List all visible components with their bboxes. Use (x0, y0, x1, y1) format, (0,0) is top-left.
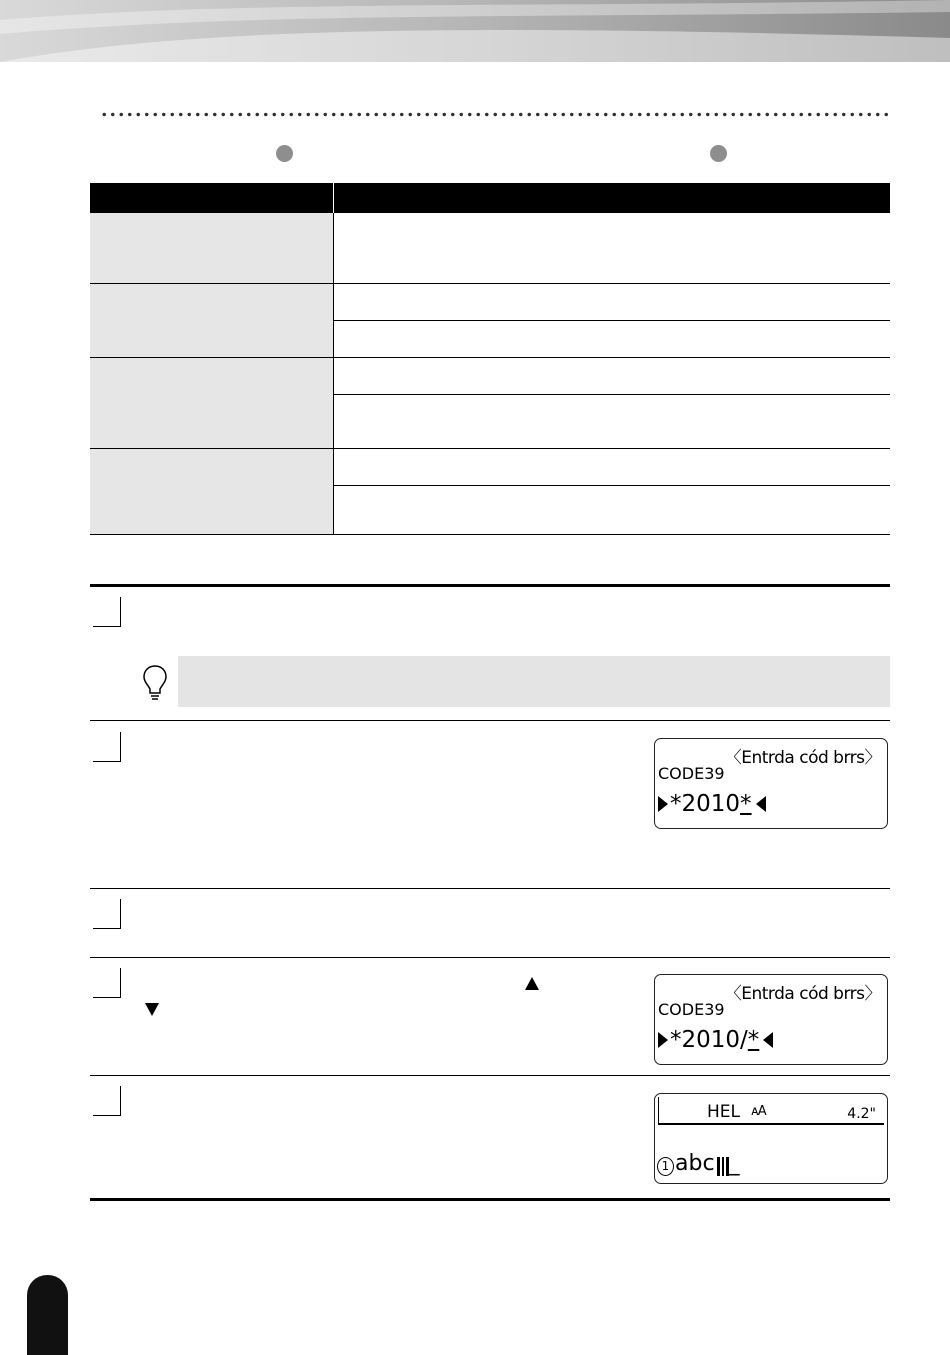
step-marker (93, 597, 121, 627)
lcd-screen-barcode-entry (654, 974, 888, 1065)
lcd-cursor: * (747, 1027, 760, 1053)
section-rule (90, 584, 890, 587)
table-cell-value (334, 358, 891, 395)
page-tab (27, 1275, 68, 1355)
lcd-header: 〈Entrda cód brrs〉 (724, 984, 881, 1004)
step-marker (93, 1086, 121, 1116)
step-divider (90, 888, 890, 889)
lcd-barcode-type: CODE39 (658, 764, 725, 783)
table-cell-value (334, 321, 891, 358)
step-divider (90, 1075, 890, 1076)
lcd-cursor: * (740, 791, 752, 817)
table-row (90, 213, 890, 284)
lcd-text-line (657, 1151, 740, 1176)
table-row (90, 449, 890, 486)
gray-dot-marker (276, 145, 293, 162)
lcd-screen-text-edit (654, 1093, 888, 1184)
table-row (90, 358, 890, 395)
barcode-symbol-icon (717, 1157, 729, 1176)
table-cell-value (334, 486, 891, 535)
table-cell-attribute (90, 213, 334, 284)
triangle-left-icon (756, 796, 766, 812)
header-banner (0, 0, 950, 62)
step-divider (90, 720, 890, 721)
lcd-status-bar (658, 1097, 884, 1125)
table-cell-value (334, 395, 891, 449)
table-cell-attribute (90, 284, 334, 358)
table-cell-value (334, 449, 891, 486)
section-rule (90, 1198, 890, 1201)
table-cell-attribute (90, 449, 334, 535)
dotted-rule (100, 112, 890, 117)
lcd-cursor: _ (728, 1151, 740, 1176)
arrow-down-icon (145, 1003, 159, 1016)
lcd-barcode-type: CODE39 (658, 1000, 725, 1019)
lcd-input-value: *2010 (670, 791, 741, 817)
triangle-right-icon (658, 1032, 668, 1048)
table-header-cell (90, 183, 334, 213)
triangle-left-icon (763, 1032, 773, 1048)
triangle-right-icon (658, 796, 668, 812)
lcd-label-length: 4.2" (847, 1106, 876, 1122)
arrow-up-icon (525, 977, 539, 990)
table-header-row (90, 183, 890, 213)
lcd-screen-barcode-entry (654, 738, 888, 829)
lcd-input-line (658, 791, 766, 817)
lcd-text-value: abc (675, 1151, 715, 1176)
lcd-input-line (658, 1027, 773, 1053)
step-marker (93, 732, 121, 762)
step-marker (93, 899, 121, 929)
settings-table (90, 183, 890, 535)
note-box (178, 656, 890, 707)
gray-dot-marker (710, 145, 727, 162)
table-header-cell (334, 183, 891, 213)
lcd-size-indicator: ᴀA (751, 1104, 766, 1119)
lightbulb-icon (141, 664, 169, 702)
table-cell-attribute (90, 358, 334, 449)
step-marker (93, 968, 121, 998)
table-cell-value (334, 284, 891, 321)
lcd-input-value: *2010/ (670, 1027, 748, 1053)
table-row (90, 284, 890, 321)
step-divider (90, 957, 890, 958)
lcd-font-name: HEL (707, 1102, 740, 1122)
lcd-header: 〈Entrda cód brrs〉 (724, 748, 881, 768)
block-number-icon: 1 (657, 1157, 674, 1176)
table-cell-value (334, 213, 891, 284)
